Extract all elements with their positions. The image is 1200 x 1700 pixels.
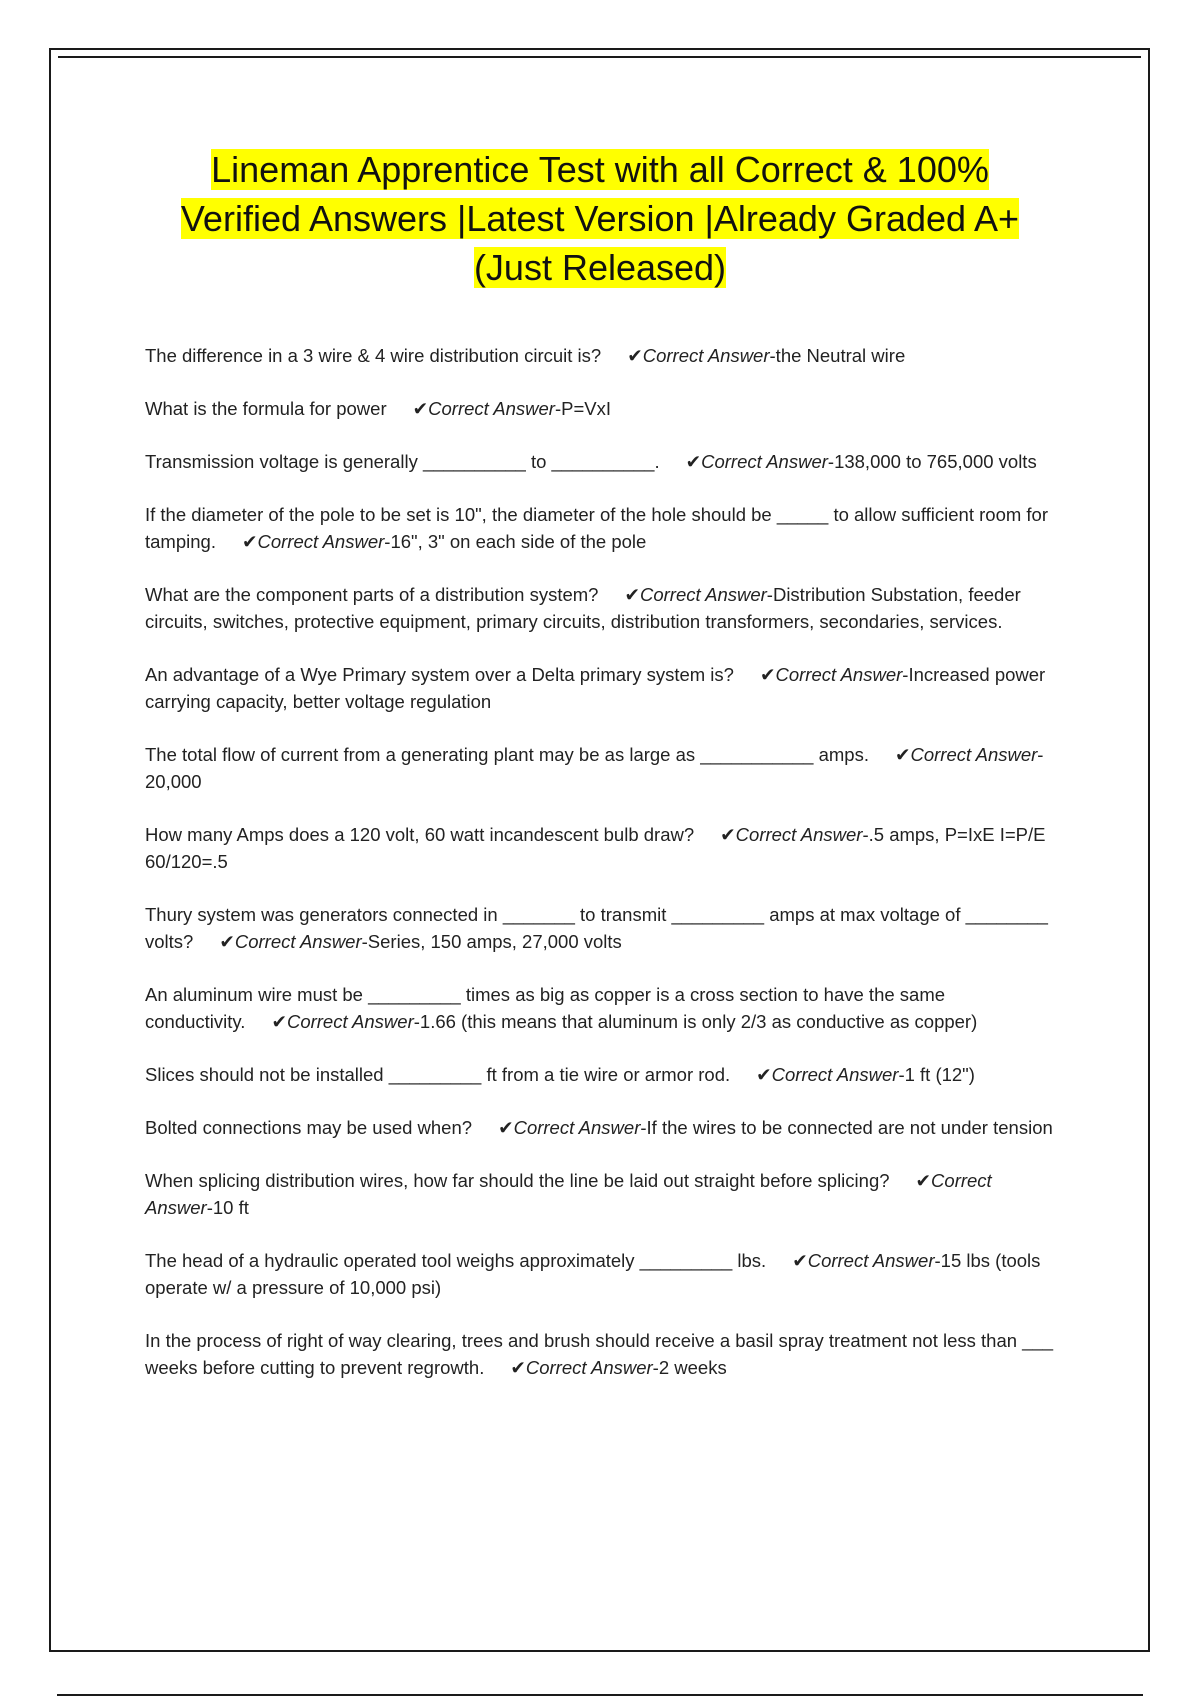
qa-item [145,581,1060,635]
qa-item [145,901,1060,955]
check-mark-icon: ✔ [894,744,911,765]
question-text: When splicing distribution wires, how far should the line be laid out straight before splicing? [145,1170,890,1191]
answer-text: -1.66 (this means that aluminum is only 2/3 as conductive as copper) [413,1011,978,1032]
check-mark-icon: ✔ [510,1357,526,1378]
question-text: Bolted connections may be used when? [145,1117,473,1138]
answer-label: Correct Answer [234,931,362,952]
answer-label: Correct Answer [701,451,828,472]
footer-rule [57,1694,1143,1696]
question-text: An aluminum wire must be _________ times as big as copper is a cross section to have the same conductivity. [145,984,946,1032]
answer-text: -2 weeks [652,1357,727,1378]
answer-label: Correct Answer [428,398,555,419]
question-text: Transmission voltage is generally __________ to __________. [145,451,660,472]
qa-item [145,1167,1060,1221]
question-text: The head of a hydraulic operated tool weighs approximately _________ lbs. [145,1250,767,1271]
qa-item [145,1114,1060,1141]
check-mark-icon: ✔ [219,931,235,952]
answer-text: -Series, 150 amps, 27,000 volts [361,931,622,952]
answer-text: -.5 amps, P=IxE I=P/E 60/120=.5 [145,824,1046,872]
qa-item [145,448,1060,475]
qa-item [145,821,1060,875]
check-mark-icon: ✔ [627,345,643,366]
qa-item [145,1327,1060,1381]
question-text: The total flow of current from a generating plant may be as large as ___________ amps. [145,744,869,765]
question-text: What is the formula for power [145,398,387,419]
check-mark-icon: ✔ [792,1250,808,1271]
answer-text: -P=VxI [554,398,611,419]
answer-label: Correct Answer [735,824,863,845]
answer-text: -138,000 to 765,000 volts [827,451,1037,472]
question-text: How many Amps does a 120 volt, 60 watt incandescent bulb draw? [145,824,695,845]
answer-label: Correct Answer [775,664,903,685]
question-text: Slices should not be installed _________ ft from a tie wire or armor rod. [145,1064,731,1085]
title-line-2: Verified Answers |Latest Version |Already Graded A+ [180,198,1020,239]
answer-label: Correct Answer [642,345,770,366]
answer-label: Correct Answer [286,1011,414,1032]
check-mark-icon: ✔ [624,584,640,605]
qa-item [145,501,1060,555]
question-text: What are the component parts of a distribution system? [145,584,599,605]
question-text: Thury system was generators connected in _______ to transmit _________ amps at max voltage of ________ volts? [145,904,1048,952]
answer-text: -1 ft (12") [898,1064,975,1085]
title-line-3: (Just Released) [473,247,727,288]
answer-text: -20,000 [145,744,1044,792]
check-mark-icon: ✔ [271,1011,287,1032]
check-mark-icon: ✔ [685,451,702,472]
header-rule [58,56,1141,58]
answer-label: Correct Answer [513,1117,641,1138]
question-text: The difference in a 3 wire & 4 wire distribution circuit is? [145,345,602,366]
check-mark-icon: ✔ [241,531,258,552]
qa-item [145,741,1060,795]
qa-list [145,342,1060,1407]
check-mark-icon: ✔ [720,824,736,845]
qa-item [145,661,1060,715]
answer-text: -16", 3" on each side of the pole [384,531,647,552]
check-mark-icon: ✔ [915,1170,932,1191]
answer-text: -the Neutral wire [769,345,906,366]
question-text: An advantage of a Wye Primary system over a Delta primary system is? [145,664,734,685]
check-mark-icon: ✔ [498,1117,514,1138]
answer-label: Correct Answer [910,744,1038,765]
answer-label: Correct Answer [771,1064,899,1085]
title-line-1: Lineman Apprentice Test with all Correct & 100% [211,149,989,190]
question-text: If the diameter of the pole to be set is 10", the diameter of the hole should be _____ to allow sufficient room for tamping. [145,504,1048,552]
answer-label: Correct Answer [640,584,767,605]
answer-text: -If the wires to be connected are not under tension [640,1117,1053,1138]
answer-text: -Distribution Substation, feeder circuits, switches, protective equipment, primary circuits, distribution transformers, secondaries, services. [145,584,1021,632]
document-title [130,145,1070,292]
qa-item [145,981,1060,1035]
qa-item [145,342,1060,369]
answer-label: Correct Answer [807,1250,935,1271]
question-text: In the process of right of way clearing, trees and brush should receive a basil spray treatment not less than ___ weeks before cutting to prevent regrowth. [145,1330,1054,1378]
check-mark-icon: ✔ [759,664,776,685]
check-mark-icon: ✔ [412,398,429,419]
answer-text: -15 lbs (tools operate w/ a pressure of 10,000 psi) [145,1250,1041,1298]
answer-label: Correct Answer [145,1170,992,1218]
answer-text: -10 ft [206,1197,249,1218]
answer-label: Correct Answer [525,1357,653,1378]
qa-item [145,1061,1060,1088]
qa-item [145,395,1060,422]
answer-text: -Increased power carrying capacity, better voltage regulation [145,664,1046,712]
check-mark-icon: ✔ [756,1064,772,1085]
answer-label: Correct Answer [257,531,385,552]
qa-item [145,1247,1060,1301]
